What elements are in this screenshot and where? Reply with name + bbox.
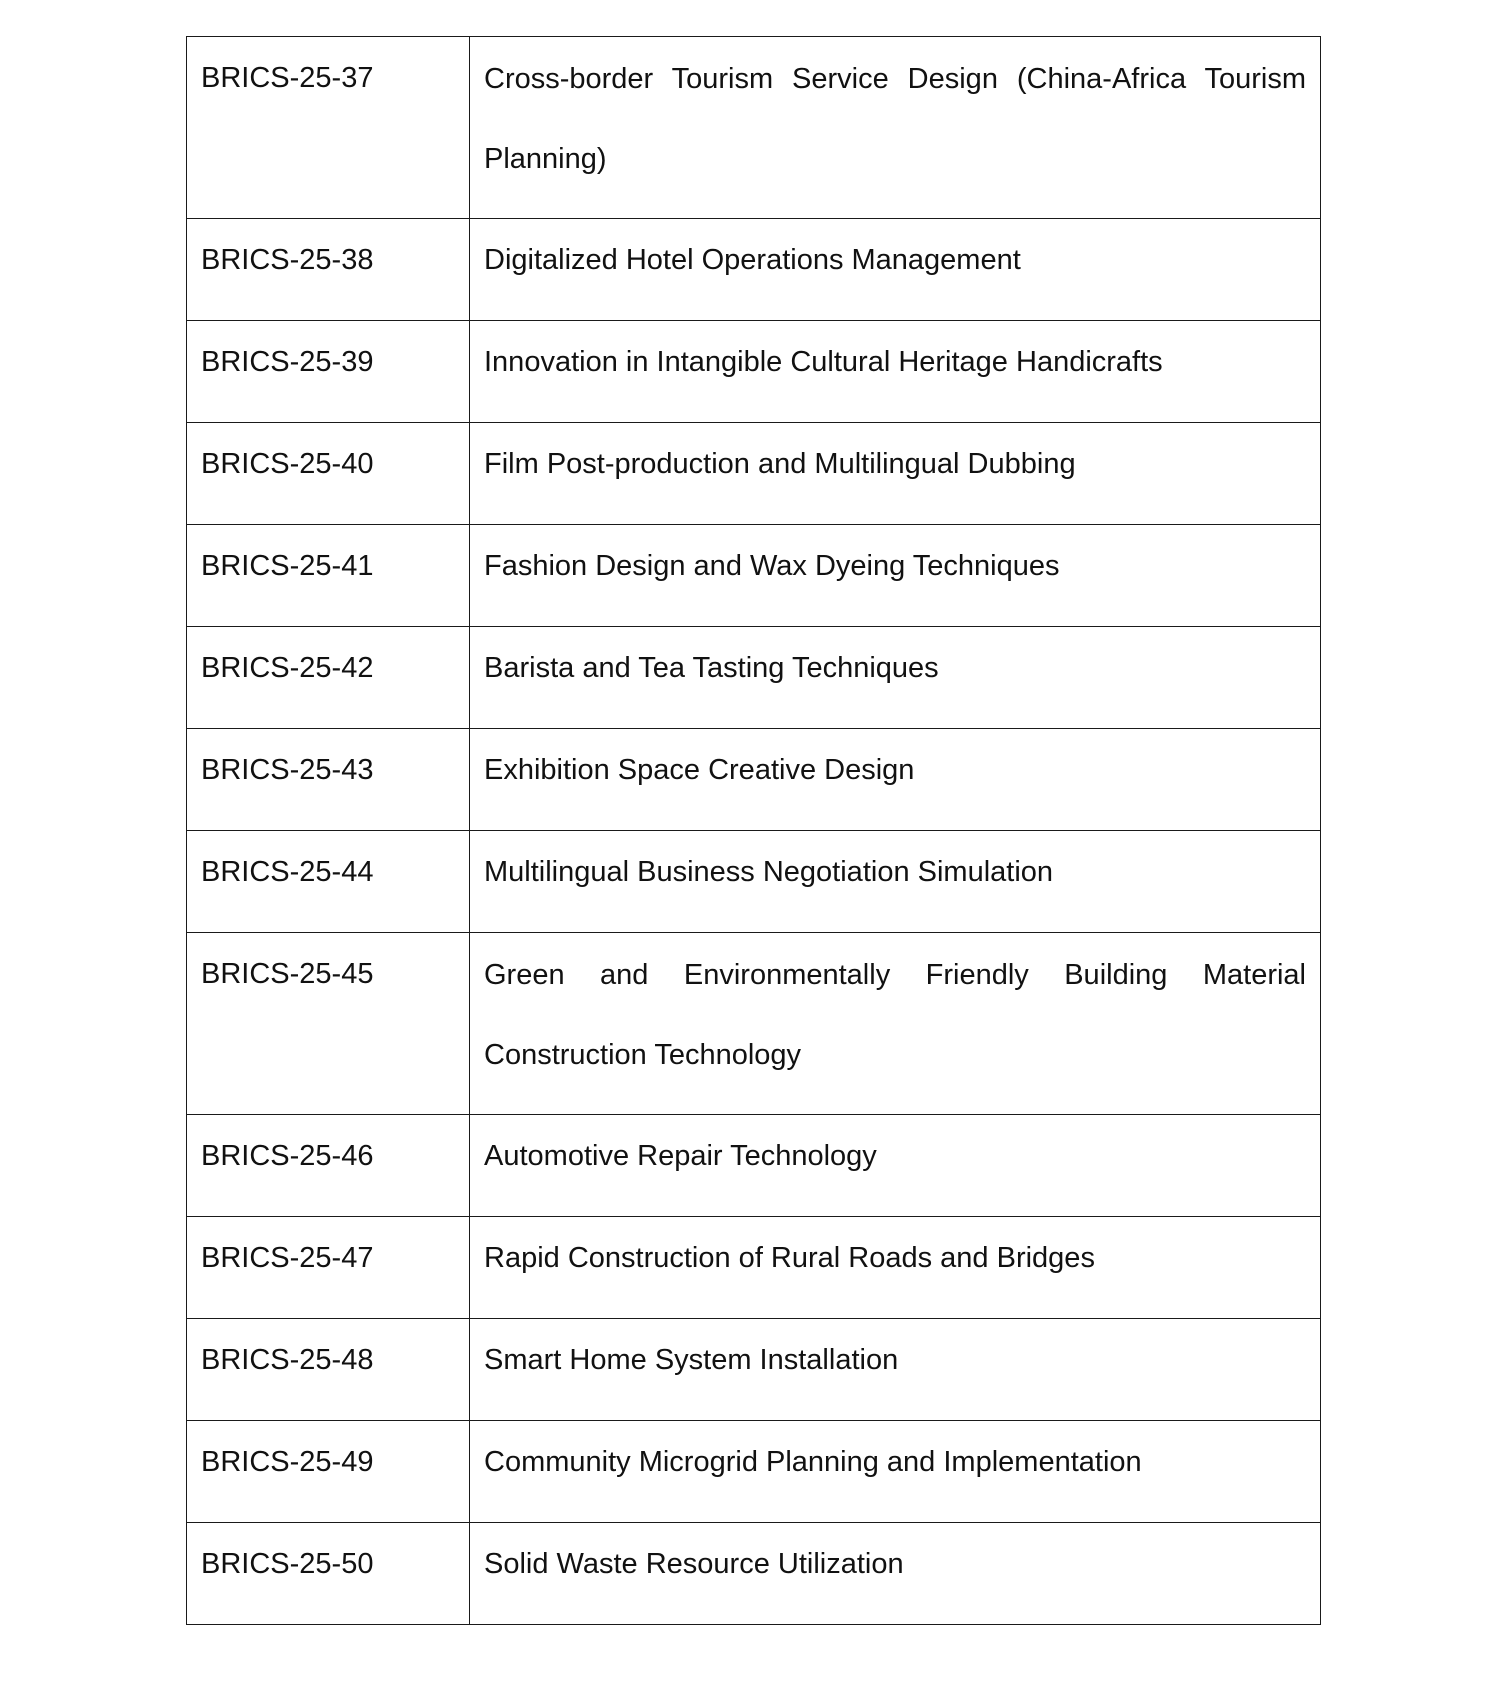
name-cell: Green and Environmentally Friendly Building Material Construction Technology <box>470 933 1321 1115</box>
table-row <box>187 933 1321 1115</box>
code-cell: BRICS-25-50 <box>187 1523 470 1625</box>
table-row <box>187 1217 1321 1319</box>
name-cell: Barista and Tea Tasting Techniques <box>470 627 1321 729</box>
competition-table <box>186 36 1321 1625</box>
table-body <box>187 37 1321 1625</box>
code-cell: BRICS-25-38 <box>187 219 470 321</box>
name-cell: Rapid Construction of Rural Roads and Bridges <box>470 1217 1321 1319</box>
name-cell: Solid Waste Resource Utilization <box>470 1523 1321 1625</box>
table-row <box>187 1421 1321 1523</box>
table-row <box>187 831 1321 933</box>
table-row <box>187 1523 1321 1625</box>
table-row <box>187 729 1321 831</box>
name-cell: Exhibition Space Creative Design <box>470 729 1321 831</box>
name-cell: Community Microgrid Planning and Implementation <box>470 1421 1321 1523</box>
code-cell: BRICS-25-37 <box>187 37 470 219</box>
name-cell: Multilingual Business Negotiation Simulation <box>470 831 1321 933</box>
code-cell: BRICS-25-42 <box>187 627 470 729</box>
table-row <box>187 321 1321 423</box>
code-cell: BRICS-25-39 <box>187 321 470 423</box>
code-cell: BRICS-25-40 <box>187 423 470 525</box>
name-cell: Smart Home System Installation <box>470 1319 1321 1421</box>
table-row <box>187 627 1321 729</box>
code-cell: BRICS-25-41 <box>187 525 470 627</box>
code-cell: BRICS-25-48 <box>187 1319 470 1421</box>
code-cell: BRICS-25-46 <box>187 1115 470 1217</box>
name-cell: Innovation in Intangible Cultural Heritage Handicrafts <box>470 321 1321 423</box>
table-row <box>187 423 1321 525</box>
name-cell: Film Post-production and Multilingual Dubbing <box>470 423 1321 525</box>
table-row <box>187 37 1321 219</box>
table-row <box>187 219 1321 321</box>
code-cell: BRICS-25-47 <box>187 1217 470 1319</box>
code-cell: BRICS-25-49 <box>187 1421 470 1523</box>
table-row <box>187 525 1321 627</box>
name-cell: Cross-border Tourism Service Design (China-Africa Tourism Planning) <box>470 37 1321 219</box>
code-cell: BRICS-25-43 <box>187 729 470 831</box>
code-cell: BRICS-25-44 <box>187 831 470 933</box>
name-cell: Digitalized Hotel Operations Management <box>470 219 1321 321</box>
table-row <box>187 1115 1321 1217</box>
name-cell: Fashion Design and Wax Dyeing Techniques <box>470 525 1321 627</box>
code-cell: BRICS-25-45 <box>187 933 470 1115</box>
name-cell: Automotive Repair Technology <box>470 1115 1321 1217</box>
table-row <box>187 1319 1321 1421</box>
